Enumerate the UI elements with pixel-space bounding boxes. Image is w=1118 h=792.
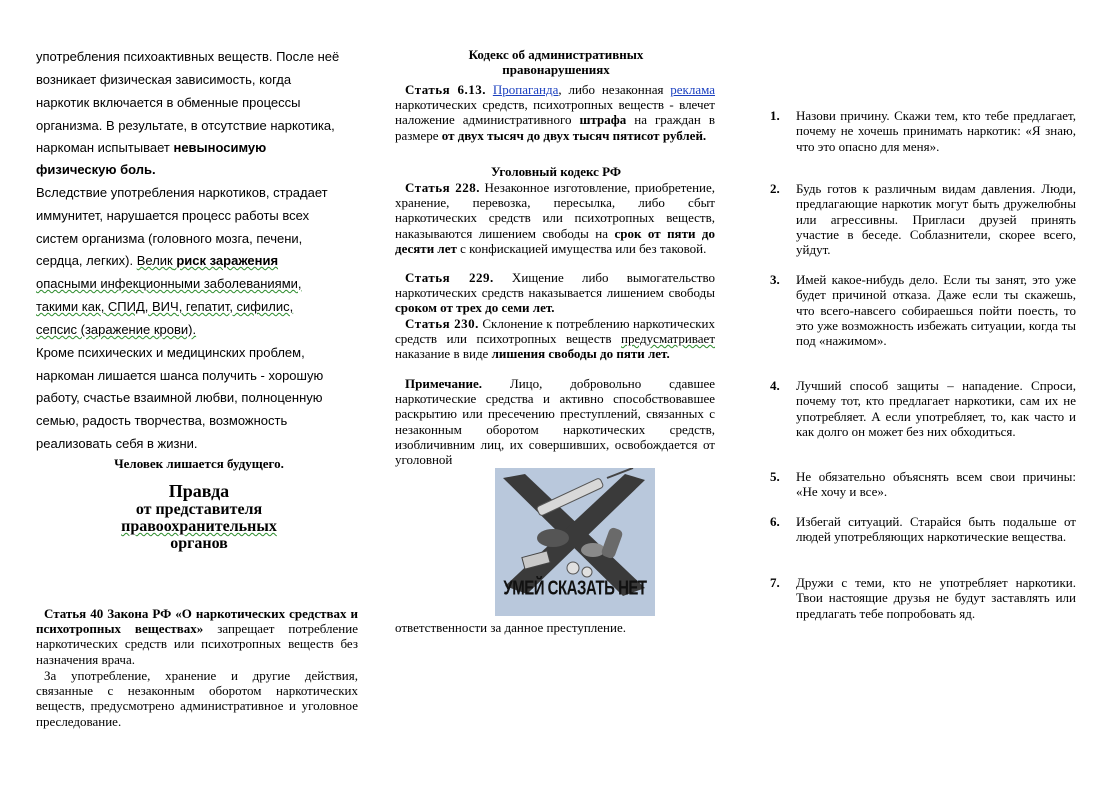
text-line: Вследствие употребления наркотиков, страдает [36,185,328,200]
text-line: сердца, легких). Велик риск заражения [36,253,279,268]
title-pravda: Правда [168,481,230,501]
list-item: 5. Не обязательно объяснять всем свои причины: «Не хочу и все». [770,469,1076,500]
article-228: Статья 228. Незаконное изготовление, приобретение, хранение, перевозка, пересылка, либо сбыт наркотических средств или психотропных веществ, наказываются лишением свободы на срок от пяти до десяти лет с конфискацией имущества или без таковой. [395,180,715,256]
text-line: возникает физическая зависимость, когда [36,72,292,87]
text-line: семью, радость творчества, возможность [36,413,288,428]
article-40-p2: За употребление, хранение и другие действия, связанные с незаконным оборотом наркотических веществ, предусмотрено административное и уголовное преследование. [36,668,358,729]
section-title [36,482,362,552]
text-line: систем организма (головного мозга, печени, [36,231,303,246]
text-line: Кроме психических и медицинских проблем, [36,345,305,360]
image-caption: УМЕЙ СКАЗАТЬ НЕТ [503,577,647,600]
text-line: реализовать себя в жизни. [36,436,198,451]
propaganda-link[interactable]: Пропаганда [492,82,559,97]
text-line: иммунитет, нарушается процесс работы всех [36,208,310,223]
note-end: ответственности за данное преступление. [395,620,626,635]
text-line: организма. В результате, в отсутствие наркотика, [36,118,335,133]
article-229: Статья 229. Хищение либо вымогательство наркотических средств наказывается лишением свободы сроком от трех до семи лет. [395,270,715,316]
text-line: опасными инфекционными заболеваниями, [36,276,302,291]
title-line-2: от представителя [135,501,263,518]
text-line: наркоман лишается шанса получить - хорошую [36,368,324,383]
list-item: 6. Избегай ситуаций. Старайся быть подальше от людей употребляющих наркотические вещества. [770,514,1076,545]
list-item: 3. Имей какое-нибудь дело. Если ты занят, это уже будет причиной отказа. Даже если ты скажешь, что всего-навсего собираешься пойти поесть, то это уже возможность избежать ситуации, когда ты под «нажимом». [770,272,1076,349]
list-item: 1. Назови причину. Скажи тем, кто тебе предлагает, почему не хочешь принимать наркотик: «Я знаю, что это опасно для меня». [770,108,1076,154]
list-item: 7. Дружи с теми, кто не употребляет наркотики. Твои настоящие друзья не будут заставлять или предлагать тебе попробовать яд. [770,575,1076,621]
article-230: Статья 230. Склонение к потреблению наркотических средств или психотропных веществ предусматривает наказание в виде лишения свободы до пяти лет. [395,316,716,362]
reklama-link[interactable]: реклама [670,82,716,97]
article-40: Статья 40 Закона РФ «О наркотических средствах и психотропных веществах» запрещает потребление наркотических средств или психотропных веществ без назначения врача. [36,606,358,667]
title-line-4: органов [170,535,228,552]
text-line: физическую боль. [36,162,156,177]
article-6-13: Статья 6.13. Пропаганда, либо незаконная реклама наркотических средств, психотропных веществ - влечет наложение административного штрафа на граждан в размере от двух тысяч до двух тысяч пятисот рублей. [395,82,716,143]
text-line: употребления психоактивных веществ. После неё [36,49,340,64]
koap-title: Кодекс об административных правонарушениях [468,47,644,78]
text-line: наркотик включается в обменные процессы [36,95,301,110]
note: Примечание. Лицо, добровольно сдавшее наркотические средства и активно способствовавшее раскрытию или пресечению преступлений, связанных с незаконным оборотом наркотических средств, изобличивним лиц, их совершивших, освобождается от уголовной [395,376,715,468]
future-line: Человек лишается будущего. [114,456,284,471]
text-line: наркоман испытывает невыносимую [36,140,267,155]
text-line: сепсис (заражение крови). [36,322,197,337]
title-line-3: правоохранительных [121,518,277,535]
list-item: 2. Будь готов к различным видам давления. Люди, предлагающие наркотик могут быть дружелюбны или агрессивны. Пригласи друзей принять участие в беседе. Соблазнители, скорее всего, уйдут. [770,181,1076,258]
say-no-image [495,468,655,616]
list-item: 4. Лучший способ защиты – нападение. Спроси, почему тот, кто предлагает наркотики, сам их не употребляет. А если употребляет, то, как часто и как долго он может без них обходиться. [770,378,1076,439]
uk-title: Уголовный кодекс РФ [490,164,622,179]
text-line: работу, счастье взаимной любви, полноценную [36,390,323,405]
text-line: такими как, СПИД, ВИЧ, гепатит, сифилис, [36,299,294,314]
